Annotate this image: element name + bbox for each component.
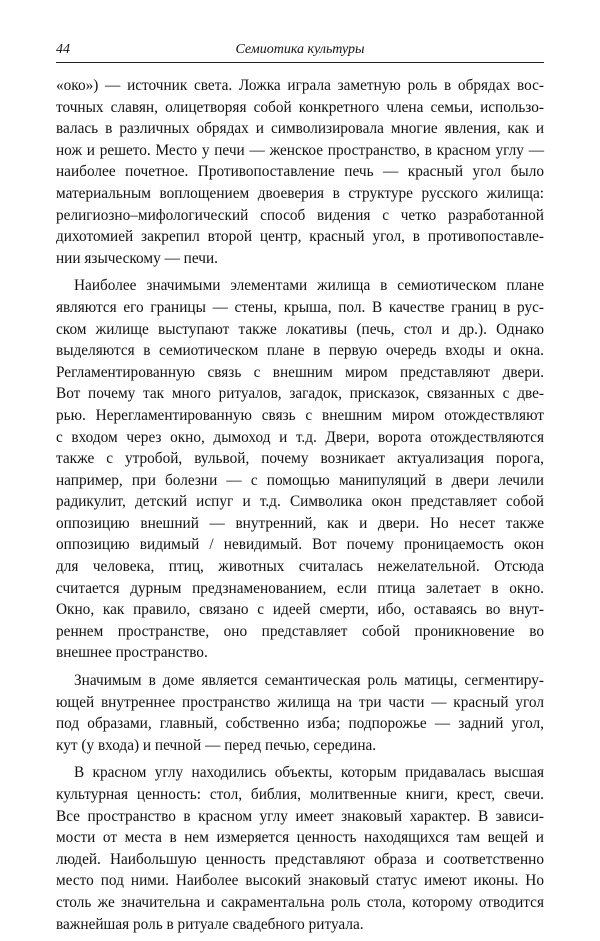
text-line: оппозицию видимый / невидимый. Вот почему проницаемость окон xyxy=(56,536,544,554)
text-line: Наиболее значимыми элементами жилища в семиотическом плане xyxy=(74,277,544,295)
text-line: Все пространство в красном углу имеет знаковый характер. В зависи- xyxy=(56,807,544,825)
text-line: выделяются в семиотическом плане в первую очередь входы и окна. xyxy=(56,342,544,360)
text-line: людей. Наибольшую ценность представляют образа и соответственно xyxy=(56,850,544,868)
text-line: столь же значительна и сакраментальна роль стола, которому отводится xyxy=(56,893,544,911)
page-number: 44 xyxy=(56,42,70,57)
text-line: кут (у входа) и печной — перед печью, середина. xyxy=(56,736,377,754)
text-line: «око») — источник света. Ложка играла заметную роль в обрядах вос- xyxy=(56,77,544,94)
text-line: мости от места в нем измеряется ценность находящихся там вещей и xyxy=(56,829,544,847)
text-line: нож и решето. Место у печи — женское пространство, в красном углу — xyxy=(56,141,544,159)
text-line: дихотомией закрепил второй центр, красный угол, в противопоставле- xyxy=(56,228,544,246)
text-line: рью. Нерегламентированную связь с внешним миром отождествляют xyxy=(56,406,544,424)
text-line: нии языческому — печи. xyxy=(56,249,218,267)
text-line: материальным воплощением двоеверия в структуре русского жилища: xyxy=(56,184,544,202)
paragraph xyxy=(56,670,544,756)
paragraph xyxy=(56,275,544,664)
text-line: точных славян, олицетворяя собой конкретного члена семьи, использо- xyxy=(56,98,544,116)
text-line: Значимым в доме является семантическая роль матицы, сегментиру- xyxy=(74,672,544,690)
page-header xyxy=(56,40,544,63)
text-line: Вот почему так много ритуалов, загадок, присказок, связанных с две- xyxy=(56,385,544,403)
text-line: реннем пространстве, оно представляет собой проникновение во xyxy=(56,622,544,640)
text-line: с входом через окно, дымоход и т.д. Двери, ворота отождествляются xyxy=(56,428,544,446)
text-line: для человека, птиц, животных считалась нежелательной. Отсюда xyxy=(56,558,544,576)
text-line: например, при болезни — с помощью манипуляций в двери лечили xyxy=(56,471,544,489)
text-line: религиозно–мифологический способ видения с четко разработанной xyxy=(56,206,544,224)
text-line: Регламентированную связь с внешним миром представляют двери. xyxy=(56,363,544,381)
paragraph xyxy=(56,762,544,935)
text-line: также с утробой, вульвой, почему возникает актуализация порога, xyxy=(56,450,544,468)
text-line: важнейшая роль в ритуале свадебного ритуала. xyxy=(56,915,364,933)
running-title: Семиотика культуры xyxy=(235,42,365,57)
text-line: считается дурным предзнаменованием, если птица залетает в окно. xyxy=(56,579,544,597)
text-line: являются его границы — стены, крыша, пол. В качестве границ в рус- xyxy=(56,298,544,316)
paragraph xyxy=(56,75,544,269)
text-line: культурная ценность: стол, библия, молитвенные книги, крест, свечи. xyxy=(56,786,544,803)
text-line: место под ними. Наиболее высокий знаковый статус имеют иконы. Но xyxy=(56,872,544,890)
text-line: В красном углу находились объекты, которым придавалась высшая xyxy=(74,764,544,782)
text-line: наиболее почетное. Противопоставление печь — красный угол было xyxy=(56,163,544,181)
text-line: валась в различных обрядах и символизировала многие явления, как и xyxy=(56,120,544,138)
text-line: ющей внутреннее пространство жилища на три части — красный угол xyxy=(56,693,544,711)
text-line: радикулит, детский испуг и т.д. Символика окон представляет собой xyxy=(56,493,544,511)
text-line: внешнее пространство. xyxy=(56,644,208,662)
text-line: под образами, главный, собственно изба; подпорожье — задний угол, xyxy=(56,715,544,733)
text-line: Окно, как правило, связано с идеей смерти, ибо, оставаясь во внут- xyxy=(56,601,544,619)
text-line: оппозицию внешний — внутренний, как и двери. Но несет также xyxy=(56,514,544,532)
text-line: ском жилище выступают также локативы (печь, стол и др.). Однако xyxy=(56,320,544,338)
body-text xyxy=(56,75,544,941)
